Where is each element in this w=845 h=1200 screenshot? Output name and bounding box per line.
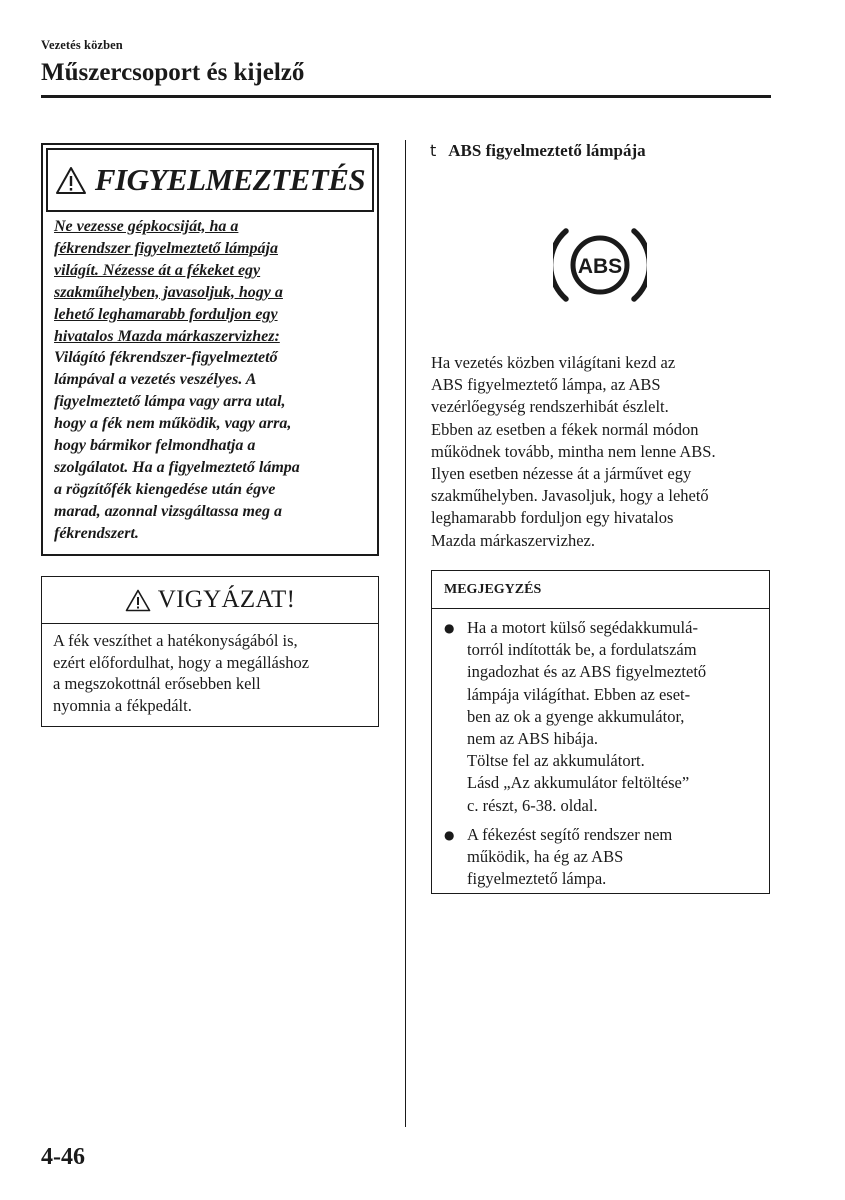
warning-line: lehető leghamarabb forduljon egy (54, 305, 278, 323)
note-line: Lásd „Az akkumulátor feltöltése” (467, 773, 690, 793)
note-line: ingadozhat és az ABS figyelmeztető (467, 662, 707, 682)
bullet-dot-icon: ● (444, 827, 455, 842)
warning-line: hivatalos Mazda márkaszervizhez: (54, 327, 280, 345)
section-label: Vezetés közben (41, 38, 123, 52)
page-title: Műszercsoport és kijelző (41, 59, 305, 86)
abs-description-line: vezérlőegység rendszerhibát észlelt. (431, 397, 669, 417)
title-rule (41, 95, 771, 98)
abs-heading (430, 141, 646, 161)
note-line: Töltse fel az akkumulátort. (467, 751, 645, 771)
abs-description-line: Ebben az esetben a fékek normál módon (431, 419, 699, 439)
warning-box (41, 143, 379, 556)
abs-description-line: Mazda márkaszervizhez. (431, 530, 595, 550)
abs-heading-text: ABS figyelmeztető lámpája (448, 141, 646, 160)
note-line: működik, ha ég az ABS (467, 847, 624, 867)
warning-title: FIGYELMEZTETÉS (94, 162, 366, 197)
abs-icon-label: ABS (577, 255, 623, 278)
warning-header (46, 148, 374, 212)
warning-line: a rögzítőfék kiengedése után égve (54, 480, 276, 498)
note-line: ben az ok a gyenge akkumulátor, (467, 706, 685, 726)
bullet-dot-icon: ● (444, 621, 455, 635)
heading-bullet-icon: t (430, 141, 437, 160)
warning-line: Ne vezesse gépkocsiját, ha a (54, 218, 239, 235)
warning-line: Világító fékrendszer-figyelmeztető (54, 349, 278, 367)
warning-line: marad, azonnal vizsgáltassa meg a (54, 502, 283, 520)
note-line: torról indították be, a fordulatszám (467, 640, 697, 660)
warning-triangle-icon (55, 166, 87, 195)
caution-triangle-icon (125, 589, 151, 612)
column-divider (405, 140, 406, 1127)
caution-title: VIGYÁZAT! (157, 586, 296, 613)
abs-description-line: szakműhelyben. Javasoljuk, hogy a lehető (431, 486, 709, 506)
warning-line: világít. Nézesse át a fékeket egy (54, 261, 261, 279)
note-line: nem az ABS hibája. (467, 729, 599, 749)
warning-text (54, 216, 372, 545)
note-list-item (432, 824, 769, 891)
caution-line: nyomnia a fékpedált. (53, 695, 192, 715)
warning-line: fékrendszert. (54, 524, 139, 542)
warning-line: szolgálatot. Ha a figyelmeztető lámpa (54, 458, 300, 476)
abs-description-line: ABS figyelmeztető lámpa, az ABS (431, 375, 661, 395)
caution-line: a megszokottnál erősebben kell (53, 674, 261, 693)
warning-line: figyelmeztető lámpa vagy arra utal, (54, 393, 286, 411)
note-line: lámpája világíthat. Ebben az eset- (467, 684, 691, 704)
page-number: 4-46 (41, 1144, 85, 1170)
note-title: MEGJEGYZÉS (432, 571, 769, 609)
abs-description-line: Ha vezetés közben világítani kezd az (431, 353, 676, 372)
warning-line: lámpával a vezetés veszélyes. A (54, 371, 257, 389)
abs-description (431, 352, 776, 552)
note-list (432, 617, 769, 897)
warning-line: szakműhelyben, javasoljuk, hogy a (54, 283, 283, 301)
warning-line: hogy bármikor felmondhatja a (54, 437, 256, 455)
abs-warning-lamp-icon (553, 226, 647, 304)
note-line: Ha a motort külső segédakkumulá- (467, 618, 698, 637)
caution-header (42, 577, 378, 624)
note-line: figyelmeztető lámpa. (467, 869, 607, 889)
caution-line: ezért előfordulhat, hogy a megálláshoz (53, 652, 310, 672)
caution-line: A fék veszíthet a hatékonyságából is, (53, 631, 298, 650)
abs-description-line: működnek tovább, mintha nem lenne ABS. (431, 441, 716, 461)
warning-line: fékrendszer figyelmeztető lámpája (54, 239, 278, 257)
note-list-item (432, 617, 769, 817)
caution-text (53, 630, 373, 716)
note-box (431, 570, 770, 894)
note-line: A fékezést segítő rendszer nem (467, 824, 673, 844)
abs-description-line: leghamarabb forduljon egy hivatalos (431, 508, 674, 528)
caution-box (41, 576, 379, 727)
abs-description-line: Ilyen esetben nézesse át a járművet egy (431, 464, 692, 484)
note-line: c. részt, 6-38. oldal. (467, 795, 598, 815)
warning-line: hogy a fék nem működik, vagy arra, (54, 415, 292, 433)
